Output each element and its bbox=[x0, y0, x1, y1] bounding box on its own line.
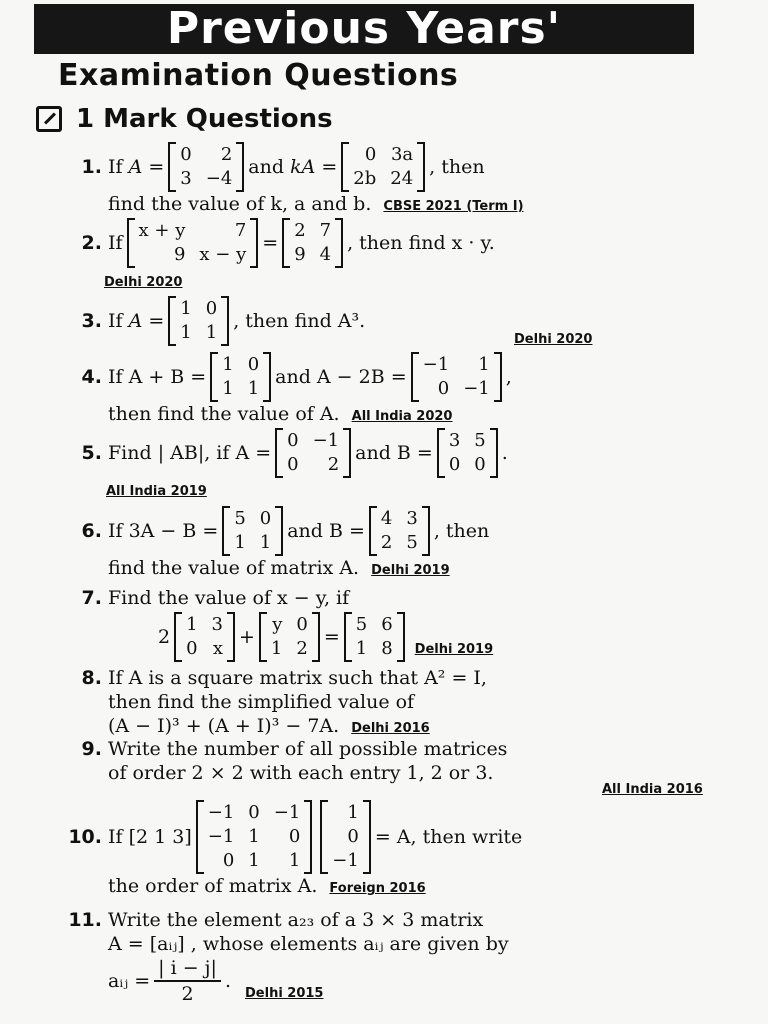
source-tag: Delhi 2020 bbox=[104, 275, 183, 290]
source-tag: Delhi 2016 bbox=[351, 721, 430, 736]
question-text: and B = bbox=[287, 520, 365, 542]
question-number: 1. bbox=[81, 156, 102, 178]
question-number: 9. bbox=[81, 738, 102, 760]
source-tag: All India 2016 bbox=[602, 782, 703, 797]
matrix: 5 0 1 1 bbox=[222, 506, 283, 556]
source-tag: All India 2020 bbox=[351, 409, 453, 424]
question-10 bbox=[32, 800, 750, 901]
section-label: 1 Mark Questions bbox=[76, 104, 333, 134]
question-text: Write the number of all possible matrices bbox=[108, 738, 508, 760]
question-text: If [2 1 3] bbox=[108, 826, 192, 848]
matrix: 1 3 0 x bbox=[174, 612, 235, 662]
matrix: 1 0 −1 bbox=[320, 800, 371, 874]
question-number: 5. bbox=[81, 442, 102, 464]
matrix: y 0 1 2 bbox=[259, 612, 320, 662]
question-text: then find the simplified value of bbox=[108, 691, 415, 713]
question-number: 4. bbox=[81, 366, 102, 388]
question-text: and A − 2B = bbox=[275, 366, 407, 388]
question-text: of order 2 × 2 with each entry 1, 2 or 3. bbox=[108, 762, 494, 784]
section-heading bbox=[36, 104, 333, 134]
question-2: 2. If x + y 7 9 x − y = 2 7 9 4 , then find x · y. bbox=[32, 218, 750, 268]
source-tag: All India 2019 bbox=[106, 484, 207, 499]
source-tag: Delhi 2015 bbox=[245, 986, 324, 1001]
question-text: If bbox=[108, 156, 123, 178]
matrix: 2 7 9 4 bbox=[282, 218, 343, 268]
question-number: 11. bbox=[68, 909, 102, 931]
page-subtitle: Examination Questions bbox=[58, 58, 459, 93]
source-tag: Foreign 2016 bbox=[329, 881, 426, 896]
question-number: 7. bbox=[81, 587, 102, 609]
matrix: 0 2 3 −4 bbox=[168, 142, 244, 192]
question-text: , then find x · y. bbox=[347, 232, 495, 254]
matrix: 0 −1 0 2 bbox=[275, 428, 351, 478]
question-3: 3. If A = 1 0 1 1 , then find A³. bbox=[32, 296, 750, 346]
question-7: 7. Find the value of x − y, if 2 1 3 0 x + y 0 1 2 = 5 6 1 8 Delhi 2019 bbox=[32, 586, 750, 662]
source-tag: Delhi 2019 bbox=[414, 642, 494, 657]
source-tag: Delhi 2019 bbox=[371, 563, 450, 578]
question-text: If bbox=[108, 310, 123, 332]
matrix: −1 0 −1 −1 1 0 0 1 1 bbox=[196, 800, 313, 874]
matrix: 1 0 1 1 bbox=[210, 352, 271, 402]
question-text: , then bbox=[433, 520, 490, 542]
question-text: If A is a square matrix such that A² = I, bbox=[108, 667, 487, 689]
banner-title: Previous Years' bbox=[34, 4, 694, 54]
question-text: , then find A³. bbox=[233, 310, 366, 332]
question-text: then find the value of A. bbox=[108, 403, 340, 425]
question-4: 4. If A + B = 1 0 1 1 and A − 2B = −1 1 0 −1 , then find the value of A. All India 2020 bbox=[32, 352, 750, 429]
matrix: −1 1 0 −1 bbox=[411, 352, 502, 402]
question-text: , then bbox=[429, 156, 485, 178]
question-6 bbox=[32, 506, 750, 583]
question-text: the order of matrix A. bbox=[108, 875, 318, 897]
question-text: find the value of k, a and b. bbox=[108, 193, 372, 215]
scalar: 2 bbox=[158, 626, 171, 648]
question-number: 2. bbox=[81, 232, 102, 254]
question-1: 1. If A = 0 2 3 −4 and kA = 0 3a 2b 24 , then find the value of k, a and b. CBSE 2021 (Term I) bbox=[32, 142, 750, 219]
question-text: If 3A − B = bbox=[108, 520, 219, 542]
question-number: 10. bbox=[68, 826, 102, 848]
question-text: Find the value of x − y, if bbox=[108, 587, 350, 609]
matrix: 3 5 0 0 bbox=[437, 428, 498, 478]
question-number: 8. bbox=[81, 667, 102, 689]
question-text: If A + B = bbox=[108, 366, 207, 388]
edit-icon bbox=[36, 106, 62, 132]
source-tag: Delhi 2020 bbox=[514, 332, 593, 347]
question-number: 3. bbox=[81, 310, 102, 332]
question-text: and bbox=[248, 156, 285, 178]
question-text: find the value of matrix A. bbox=[108, 557, 360, 579]
question-text: aᵢⱼ = bbox=[108, 970, 151, 992]
question-5: 5. Find | AB|, if A = 0 −1 0 2 and B = 3 5 0 0 . bbox=[32, 428, 750, 478]
matrix: 4 3 2 5 bbox=[369, 506, 430, 556]
source-tag: CBSE 2021 (Term I) bbox=[383, 199, 524, 214]
question-text: and B = bbox=[355, 442, 433, 464]
question-text: = A, then write bbox=[374, 826, 523, 848]
question-8 bbox=[32, 666, 750, 741]
question-11: 11. Write the element a₂₃ of a 3 × 3 matrix A = [aᵢⱼ] , whose elements aᵢⱼ are given by aᵢⱼ = $\frac{| i - j|}{2}$ . Delhi 2015 bbox=[32, 908, 750, 1006]
fraction: $\frac{| i - j|}{2}$ bbox=[154, 956, 221, 1006]
question-9 bbox=[32, 737, 750, 785]
question-text: (A − I)³ + (A + I)³ − 7A. bbox=[108, 715, 340, 737]
question-text: If bbox=[108, 232, 123, 254]
matrix: x + y 7 9 x − y bbox=[127, 218, 259, 268]
question-text: Write the element a₂₃ of a 3 × 3 matrix bbox=[108, 909, 484, 931]
matrix: 0 3a 2b 24 bbox=[341, 142, 425, 192]
question-number: 6. bbox=[81, 520, 102, 542]
matrix: 1 0 1 1 bbox=[168, 296, 229, 346]
matrix: 5 6 1 8 bbox=[344, 612, 405, 662]
question-text: A = [aᵢⱼ] , whose elements aᵢⱼ are given by bbox=[108, 933, 509, 955]
question-text: Find | AB|, if A = bbox=[108, 442, 272, 464]
